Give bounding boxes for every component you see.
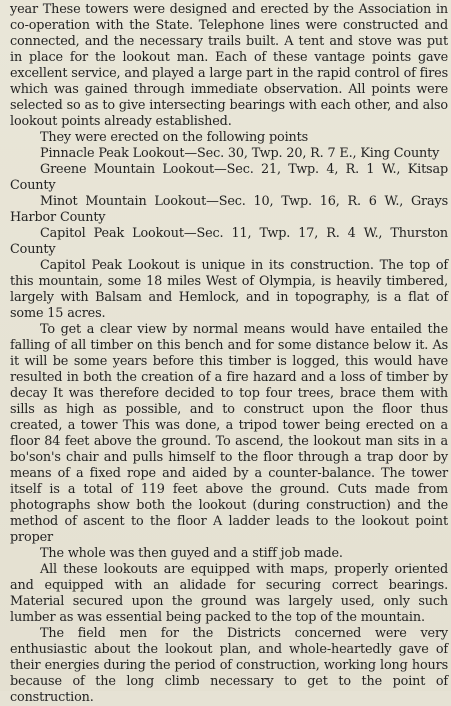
paragraph-towers-designed: year These towers were designed and erected by the Association in co-operation with the State. Telephone lines were constructed and connected, and the necessary trails built. A tent and stove was put in place for the lookout man. Each of these vantage points gave excellent service, and played a large part in the rapid control of fires which was gained through immediate observation. All points were selected so as to give intersecting bearings with each other, and also lookout points already established. — [10, 2, 448, 129]
paragraph-guyed: The whole was then guyed and a stiff job made. — [40, 546, 343, 561]
paragraph-erected-points-intro: They were erected on the following points — [40, 130, 309, 145]
page-body-text — [10, 2, 448, 706]
lookout-entry-capitol-peak: Capitol Peak Lookout—Sec. 11, Twp. 17, R. 4 W., Thurston County — [10, 226, 448, 257]
paragraph-clear-view-construction: To get a clear view by normal means would have entailed the falling of all timber on this bench and for some distance below it. As it will be some years before this timber is logged, this would have resulted in both the creation of a fire hazard and a loss of timber by decay It was therefore decided to top four trees, brace them with sills as high as possible, and to construct upon the floor thus created, a tower This was done, a tripod tower being erected on a floor 84 feet above the ground. To ascend, the lookout man sits in a bo'son's chair and pulls himself to the floor through a trap door by means of a fixed rope and aided by a counter-balance. The tower itself is a total of 119 feet above the ground. Cuts made from photographs show both the lookout (during construction) and the method of ascent to the floor A ladder leads to the lookout point proper — [10, 322, 448, 545]
lookout-entry-minot-mountain: Minot Mountain Lookout—Sec. 10, Twp. 16, R. 6 W., Grays Harbor County — [10, 194, 448, 225]
lookout-entry-pinnacle-peak: Pinnacle Peak Lookout—Sec. 30, Twp. 20, R. 7 E., King County — [40, 146, 440, 161]
paragraph-equipment: All these lookouts are equipped with maps, properly oriented and equipped with an alidade for securing correct bearings. Material secured upon the ground was largely used, only such lumber as was essential being packed to the top of the mountain. — [10, 562, 448, 625]
paragraph-field-men: The field men for the Districts concerned were very enthusiastic about the lookout plan, and whole-heartedly gave of their energies during the period of construction, working long hours because of the long climb necessary to get to the point of construction. — [10, 626, 448, 705]
lookout-entry-greene-mountain: Greene Mountain Lookout—Sec. 21, Twp. 4, R. 1 W., Kitsap County — [10, 162, 448, 193]
paragraph-capitol-peak-unique: Capitol Peak Lookout is unique in its construction. The top of this mountain, some 18 miles West of Olympia, is heavily timbered, largely with Balsam and Hemlock, and in topography, is a flat of some 15 acres. — [10, 258, 448, 321]
